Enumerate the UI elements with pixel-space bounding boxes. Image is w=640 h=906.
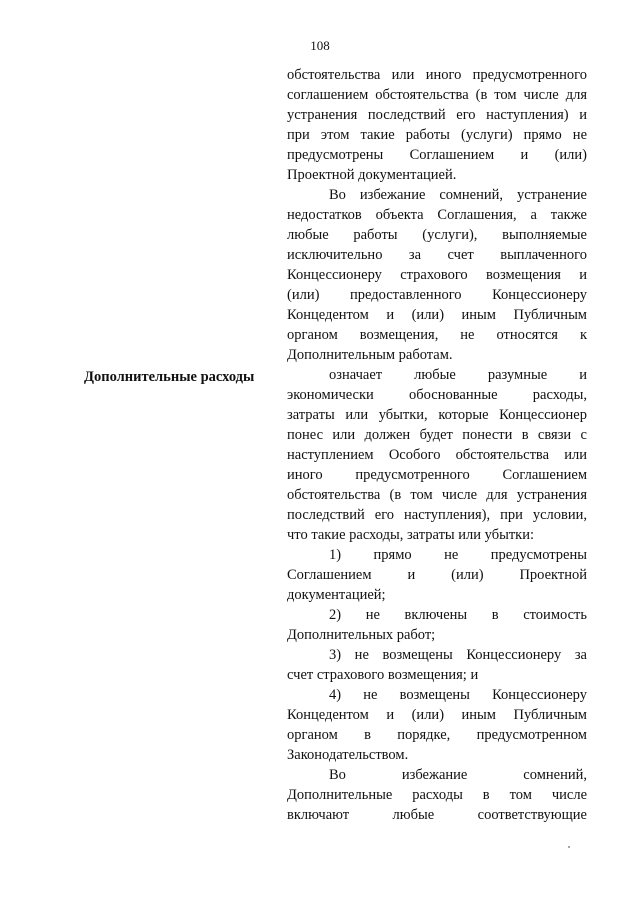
text-line: Дополнительных работ; <box>287 627 436 643</box>
text-line: органом в порядке, предусмотренном <box>287 727 587 743</box>
text-line: при этом такие работы (услуги) прямо не <box>287 127 587 143</box>
text-line: экономически обоснованные расходы, <box>287 387 587 403</box>
text-line: наступлением Особого обстоятельства или <box>287 447 587 463</box>
text-line: обстоятельства или иного предусмотренного <box>287 67 587 83</box>
text-line: Соглашением и (или) Проектной <box>287 567 587 583</box>
text-line: иного предусмотренного Соглашением <box>287 467 587 483</box>
text-line: соглашением обстоятельства (в том числе для <box>287 87 587 103</box>
scan-speck <box>568 846 570 848</box>
list-item-4: 4) не возмещены Концессионеру <box>329 687 587 703</box>
text-line: Во избежание сомнений, устранение <box>329 187 587 203</box>
continuation-text <box>287 65 587 365</box>
list-item-3: 3) не возмещены Концессионеру за <box>329 647 587 663</box>
definition-text <box>287 365 587 825</box>
definition-term: Дополнительные расходы <box>84 369 255 385</box>
text-line: Законодательством. <box>287 747 409 763</box>
text-line: означает любые разумные и <box>329 367 587 383</box>
text-line: недостатков объекта Соглашения, а также <box>287 207 587 223</box>
text-line: предусмотрены Соглашением и (или) <box>287 147 587 163</box>
text-line: Концедентом и (или) иным Публичным <box>287 307 587 323</box>
text-line: последствий его наступления), при условии, <box>287 507 587 523</box>
text-line: любые работы (услуги), выполняемые <box>287 227 587 243</box>
text-line: что такие расходы, затраты или убытки: <box>287 527 535 543</box>
text-line: обстоятельства (в том числе для устранения <box>287 487 587 503</box>
text-line: Проектной документацией. <box>287 167 457 183</box>
text-line: документацией; <box>287 587 386 603</box>
text-line: (или) предоставленного Концессионеру <box>287 287 587 303</box>
text-line: счет страхового возмещения; и <box>287 667 479 683</box>
text-line: затраты или убытки, которые Концессионер <box>287 407 587 423</box>
text-line: Концессионеру страхового возмещения и <box>287 267 587 283</box>
text-line: Концедентом и (или) иным Публичным <box>287 707 587 723</box>
text-line: включают любые соответствующие <box>287 807 587 823</box>
text-line: понес или должен будет понести в связи с <box>287 427 587 443</box>
text-line: органом возмещения, не относятся к <box>287 327 587 343</box>
page-number: 108 <box>310 38 330 53</box>
list-item-1: 1) прямо не предусмотрены <box>329 547 587 563</box>
list-item-2: 2) не включены в стоимость <box>329 607 587 623</box>
text-line: Дополнительные расходы в том числе <box>287 787 587 803</box>
text-line: Дополнительным работам. <box>287 347 453 363</box>
text-line: устранения последствий его наступления) и <box>287 107 587 123</box>
text-line: исключительно за счет выплаченного <box>287 247 587 263</box>
text-line: Во избежание сомнений, <box>329 767 587 783</box>
